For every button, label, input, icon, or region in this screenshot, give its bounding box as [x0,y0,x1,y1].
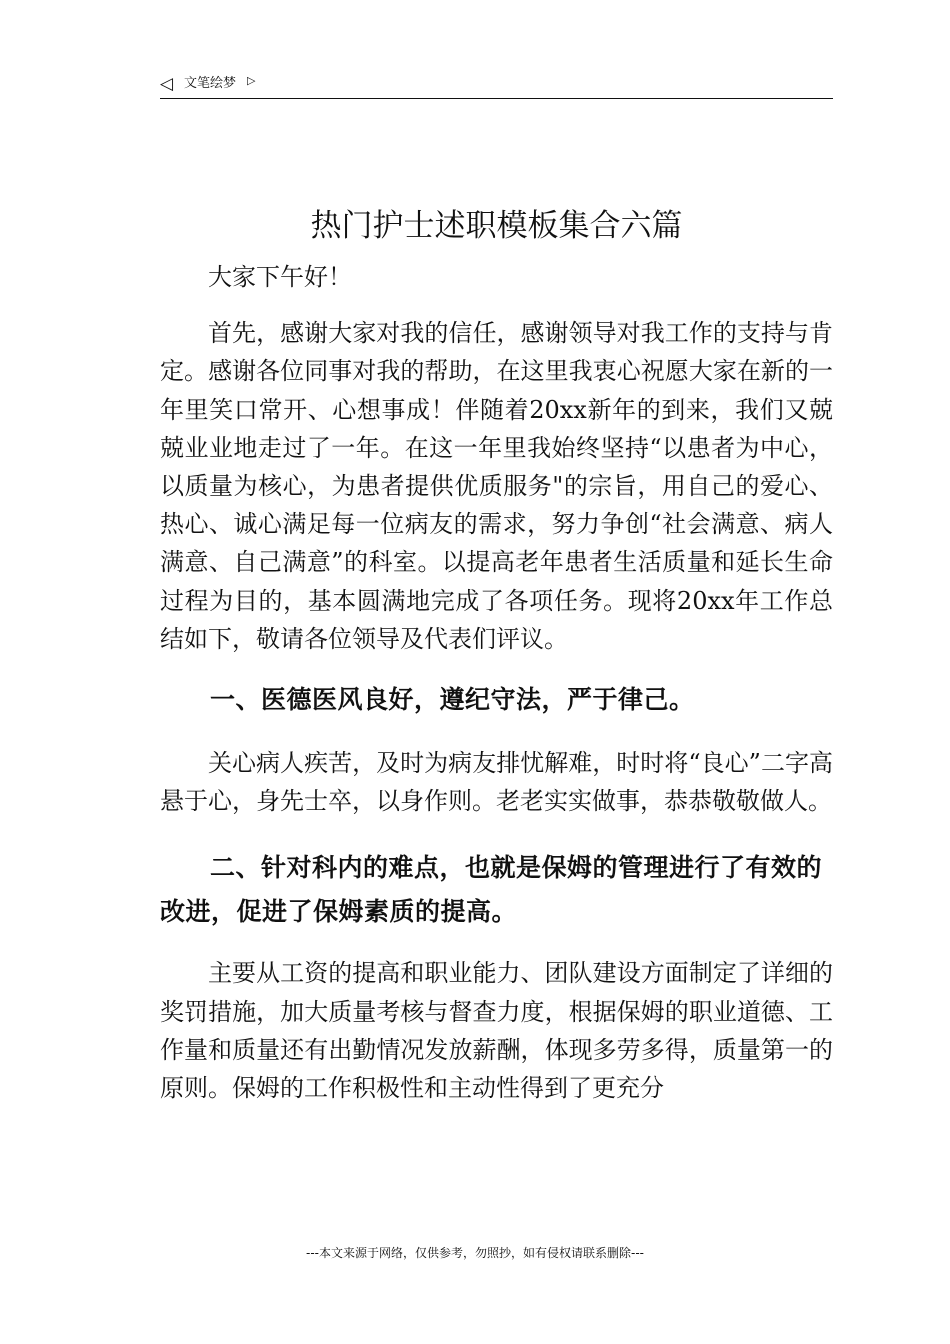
right-triangle-icon: ▷ [247,74,256,87]
section-heading-1: 一、医德医风良好，遵纪守法，严于律己。 [210,685,695,715]
greeting-paragraph: 大家下午好！ [208,263,352,291]
section-2-paragraph: 主要从工资的提高和职业能力、团队建设方面制定了详细的奖罚措施，加大质量考核与督查力度，根据保姆的职业道德、工作量和质量还有出勤情况发放薪酬，体现多劳多得，质量第一的原则。保姆的工作积极性和主动性得到了更充分 [160,959,833,1103]
section-1-paragraph: 关心病人疾苦，及时为病友排忧解难，时时将“良心”二字高悬于心，身先士卒，以身作则。老老实实做事，恭恭敬敬做人。 [160,749,833,816]
document-body [160,204,833,1107]
page-footer: ---本文来源于网络，仅供参考，勿照抄，如有侵权请联系删除--- [306,1246,644,1260]
document-title: 热门护士述职模板集合六篇 [310,208,683,244]
left-triangle-icon: ◁ [160,74,174,94]
header-brand-text: 文笔绘梦 [184,76,237,91]
page-header [160,74,833,99]
intro-paragraph: 首先，感谢大家对我的信任，感谢领导对我工作的支持与肯定。感谢各位同事对我的帮助，在这里我衷心祝愿大家在新的一年里笑口常开、心想事成！伴随着20xx新年的到来，我们又兢兢业业地走过了一年。在这一年里我始终坚持“以患者为中心，以质量为核心，为患者提供优质服务"的宗旨，用自己的爱心、热心、诚心满足每一位病友的需求，努力争创“社会满意、病人满意、自己满意”的科室。以提高老年患者生活质量和延长生命过程为目的，基本圆满地完成了各项任务。现将20xx年工作总结如下，敬请各位领导及代表们评议。 [160,319,833,653]
section-heading-2: 二、针对科内的难点，也就是保姆的管理进行了有效的改进，促进了保姆素质的提高。 [160,853,823,927]
